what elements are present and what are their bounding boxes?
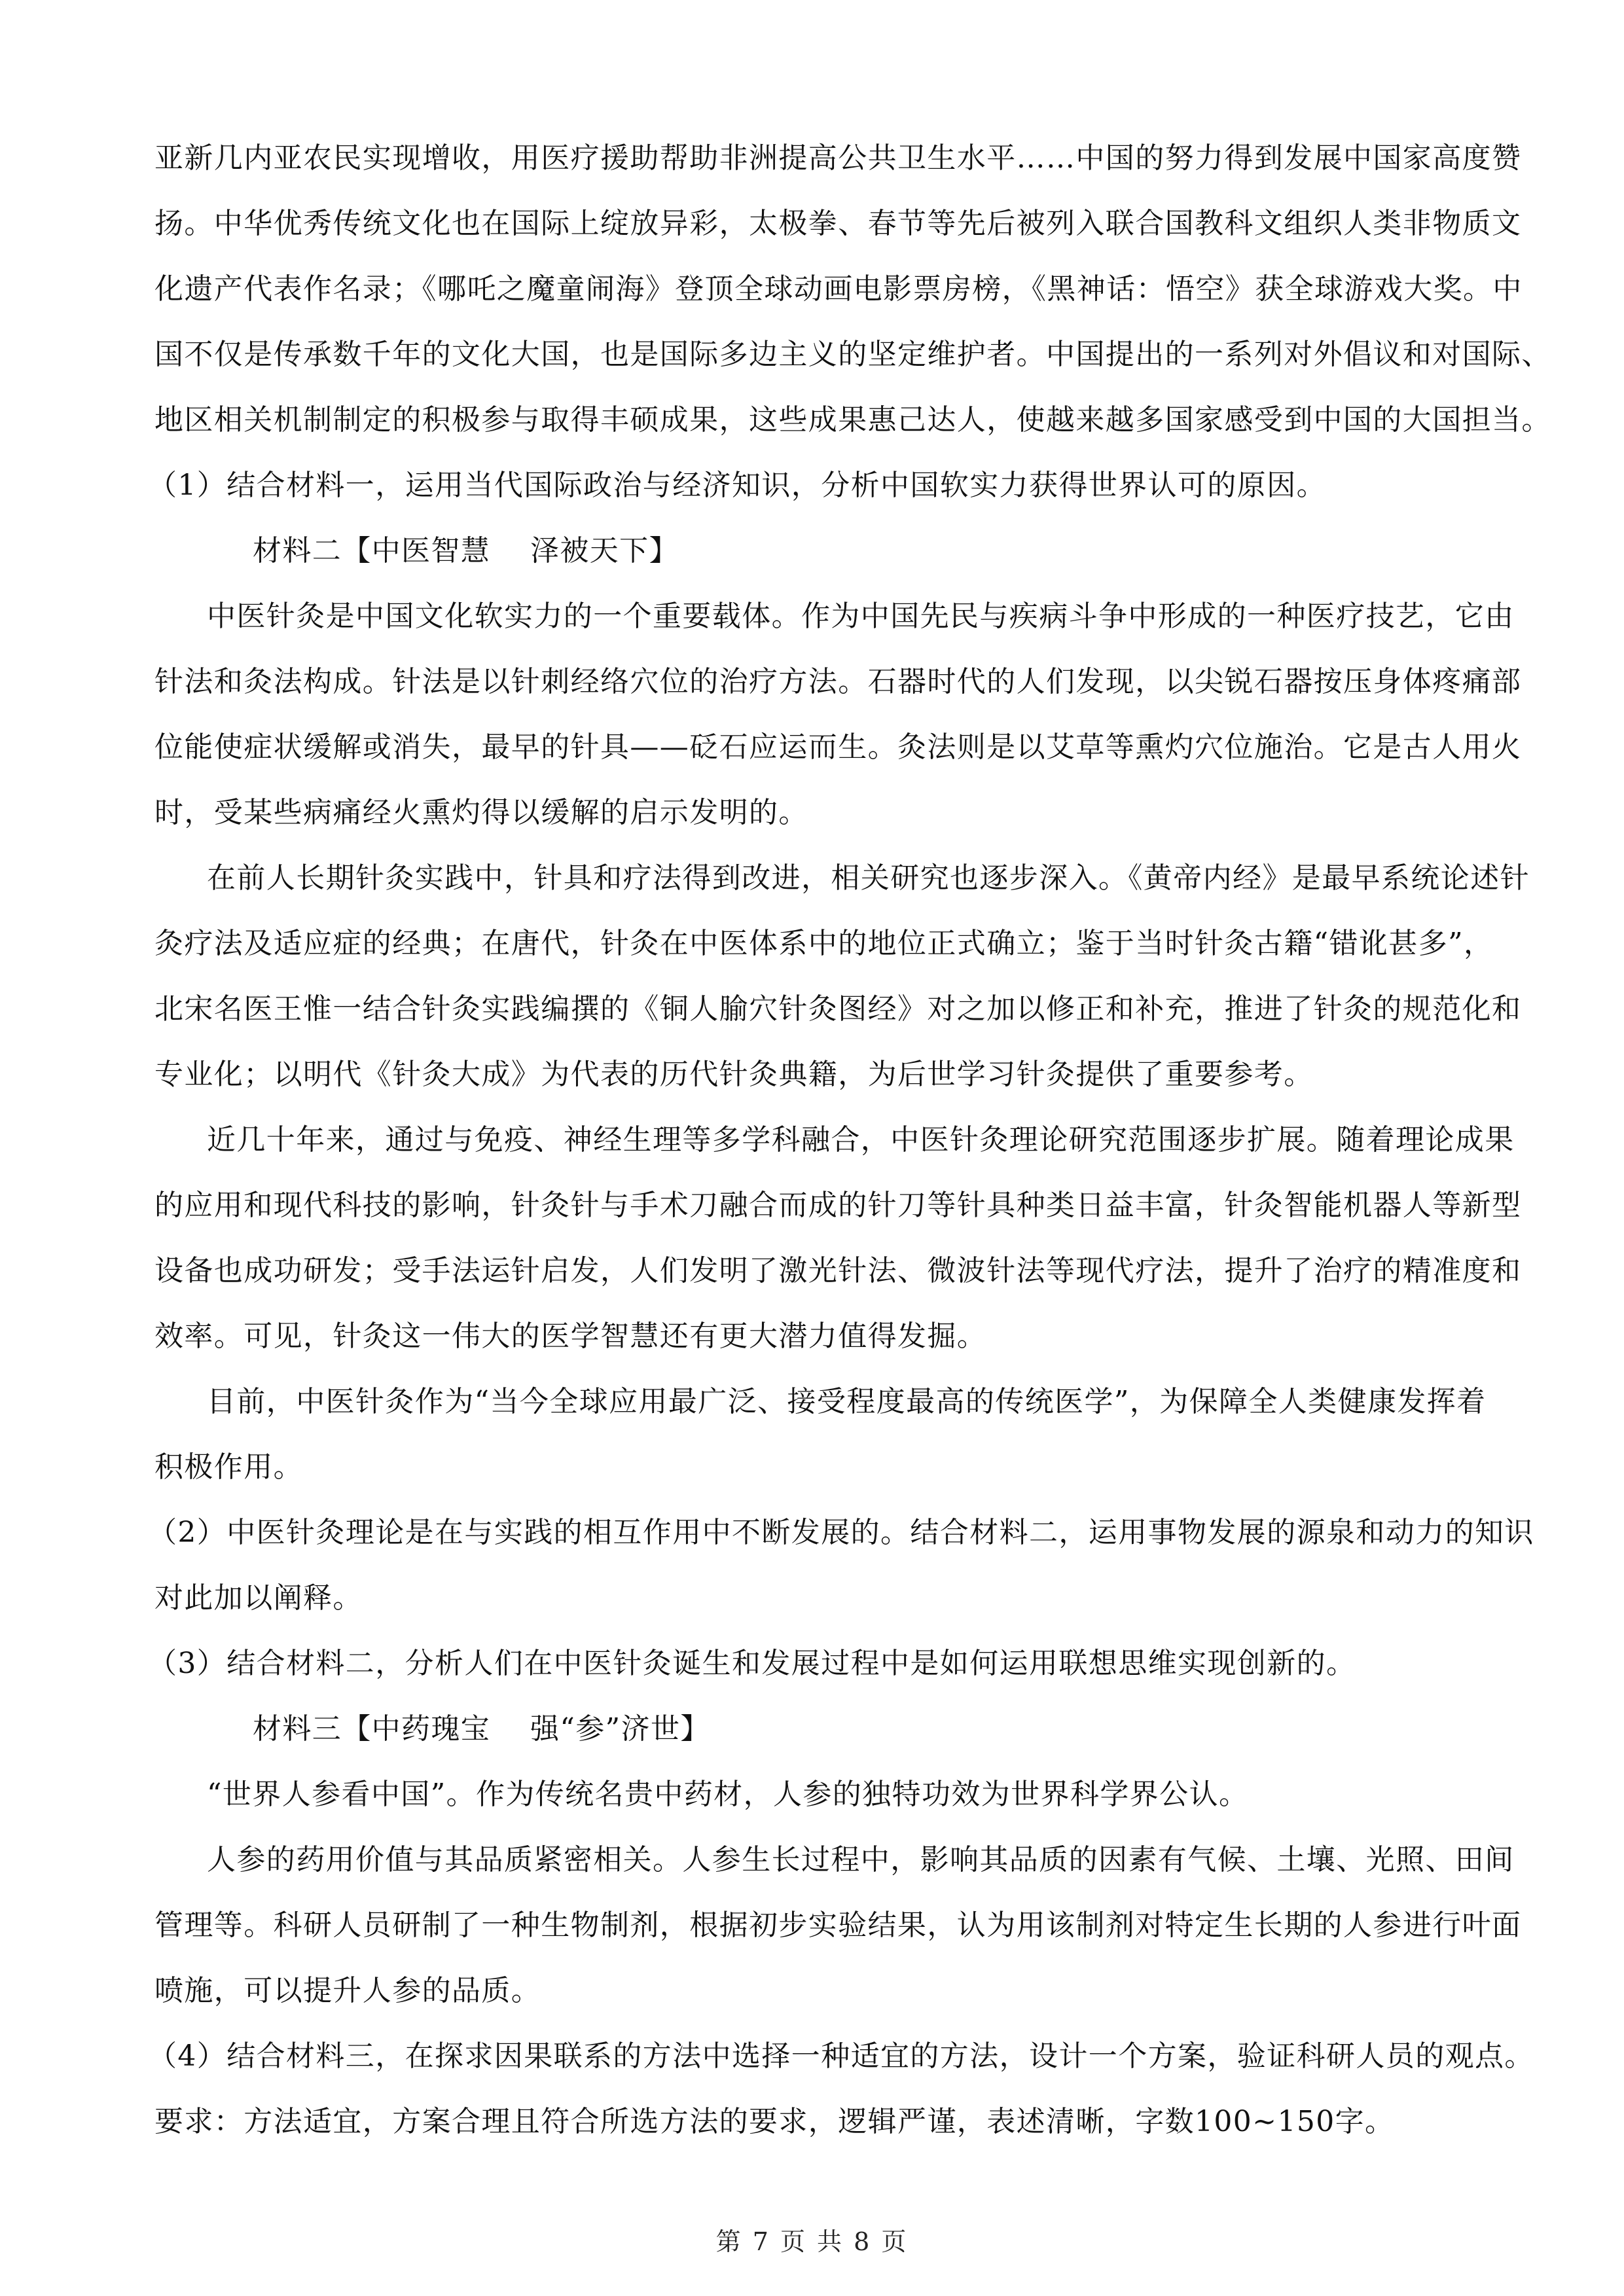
material2-title: 材料二【中医智慧 泽被天下】 [253,534,679,567]
material2-line-8: 专业化；以明代《针灸大成》为代表的历代针灸典籍，为后世学习针灸提供了重要参考。 [154,1058,1314,1091]
material3-line-1: “世界人参看中国”。作为传统名贵中药材，人参的独特功效为世界科学界公认。 [207,1778,1249,1811]
material2-line-14: 积极作用。 [154,1450,303,1484]
passage1-line-2: 扬。中华优秀传统文化也在国际上绽放异彩，太极拳、春节等先后被列入联合国教科文组织人类非物质文 [154,207,1522,240]
question-4-line-2: 要求：方法适宜，方案合理且符合所选方法的要求，逻辑严谨，表述清晰，字数100~150字。 [154,2105,1395,2138]
passage1-line-1: 亚新几内亚农民实现增收，用医疗援助帮助非洲提高公共卫生水平……中国的努力得到发展中国家高度赞 [154,141,1522,175]
material2-line-10: 的应用和现代科技的影响，针灸针与手术刀融合而成的针刀等针具种类日益丰富，针灸智能机器人等新型 [154,1189,1522,1222]
passage1-line-5: 地区相关机制制定的积极参与取得丰硕成果，这些成果惠己达人，使越来越多国家感受到中国的大国担当。 [154,403,1551,437]
question-1: （1）结合材料一，运用当代国际政治与经济知识，分析中国软实力获得世界认可的原因。 [148,469,1326,502]
material2-line-5: 在前人长期针灸实践中，针具和疗法得到改进，相关研究也逐步深入。《黄帝内经》是最早系统论述针 [207,861,1530,895]
material2-line-13: 目前，中医针灸作为“当今全球应用最广泛、接受程度最高的传统医学”，为保障全人类健康发挥着 [207,1385,1487,1418]
material2-line-2: 针法和灸法构成。针法是以针刺经络穴位的治疗方法。石器时代的人们发现，以尖锐石器按压身体疼痛部 [154,665,1522,698]
material3-line-4: 喷施，可以提升人参的品质。 [154,1974,541,2007]
page-footer: 第 7 页 共 8 页 [715,2227,909,2256]
passage1-line-3: 化遗产代表作名录；《哪吒之魔童闹海》登顶全球动画电影票房榜，《黑神话：悟空》获全球游戏大奖。中 [154,272,1523,306]
material2-line-3: 位能使症状缓解或消失，最早的针具——砭石应运而生。灸法则是以艾草等熏灼穴位施治。它是古人用火 [154,730,1522,764]
material2-line-6: 灸疗法及适应症的经典；在唐代，针灸在中医体系中的地位正式确立；鉴于当时针灸古籍“错讹甚多”， [154,927,1494,960]
material2-line-12: 效率。可见，针灸这一伟大的医学智慧还有更大潜力值得发掘。 [154,1319,987,1353]
material3-line-2: 人参的药用价值与其品质紧密相关。人参生长过程中，影响其品质的因素有气候、土壤、光照、田间 [207,1843,1515,1876]
material2-line-11: 设备也成功研发；受手法运针启发，人们发明了激光针法、微波针法等现代疗法，提升了治疗的精准度和 [154,1254,1522,1287]
material2-line-4: 时，受某些病痛经火熏灼得以缓解的启示发明的。 [154,796,808,829]
material3-title: 材料三【中药瑰宝 强“参”济世】 [253,1712,710,1746]
material2-line-1: 中医针灸是中国文化软实力的一个重要载体。作为中国先民与疾病斗争中形成的一种医疗技艺，它由 [207,600,1515,633]
question-2-line-2: 对此加以阐释。 [154,1581,363,1615]
passage1-line-4: 国不仅是传承数千年的文化大国，也是国际多边主义的坚定维护者。中国提出的一系列对外倡议和对国际、 [154,338,1551,371]
material3-line-3: 管理等。科研人员研制了一种生物制剂，根据初步实验结果，认为用该制剂对特定生长期的人参进行叶面 [154,1909,1522,1942]
material2-line-7: 北宋名医王惟一结合针灸实践编撰的《铜人腧穴针灸图经》对之加以修正和补充，推进了针灸的规范化和 [154,992,1522,1026]
question-3: （3）结合材料二，分析人们在中医针灸诞生和发展过程中是如何运用联想思维实现创新的。 [148,1647,1356,1680]
question-4-line-1: （4）结合材料三，在探求因果联系的方法中选择一种适宜的方法，设计一个方案，验证科研人员的观点。 [148,2039,1534,2073]
question-2-line-1: （2）中医针灸理论是在与实践的相互作用中不断发展的。结合材料二，运用事物发展的源泉和动力的知识 [148,1516,1534,1549]
material2-line-9: 近几十年来，通过与免疫、神经生理等多学科融合，中医针灸理论研究范围逐步扩展。随着理论成果 [207,1123,1515,1157]
